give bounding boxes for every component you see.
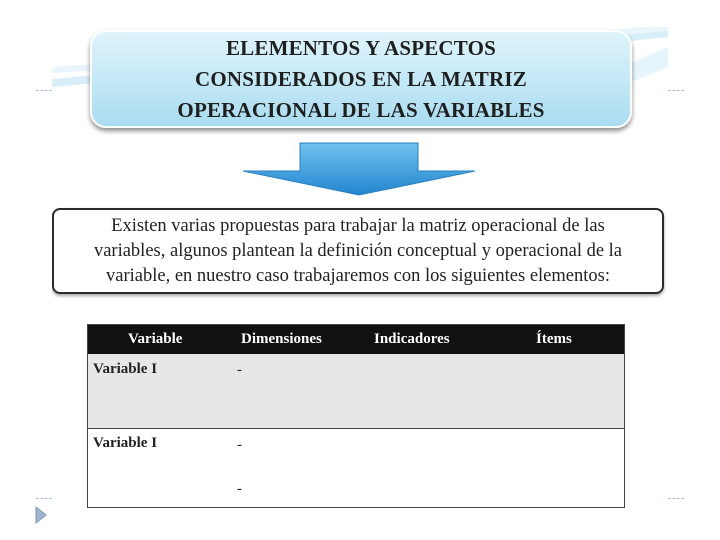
- row-dimension: -: [237, 362, 242, 378]
- title-line-2: CONSIDERADOS EN LA MATRIZ: [195, 66, 527, 91]
- title-box: [90, 30, 632, 128]
- slide: [52, 27, 668, 512]
- guide-line-bottom-right: [668, 498, 684, 499]
- row-variable-name: Variable I: [93, 435, 158, 451]
- guide-line-bottom-left: [36, 498, 52, 499]
- title-line-3: OPERACIONAL DE LAS VARIABLES: [177, 97, 545, 122]
- row-variable-name: Variable I: [93, 361, 158, 377]
- title-line-1: ELEMENTOS Y ASPECTOS: [225, 35, 497, 60]
- row-dimension: -: [237, 437, 242, 453]
- table-row: [88, 429, 624, 507]
- slide-nav-triangle-icon: [35, 506, 47, 524]
- operational-matrix-table: [87, 324, 625, 508]
- guide-line-top-right: [668, 90, 684, 91]
- row-dimension: -: [237, 481, 242, 497]
- title-text: [177, 33, 544, 126]
- description-line-2: variables, algunos plantean la definición conceptual y operacional de la: [93, 240, 623, 261]
- header-variable: Variable: [128, 331, 183, 347]
- down-arrow-icon: [239, 141, 479, 197]
- guide-line-top-left: [36, 90, 52, 91]
- description-line-3: variable, en nuestro caso trabajaremos con los siguientes elementos:: [106, 265, 610, 286]
- description-line-1: Existen varias propuestas para trabajar la matriz operacional de las: [111, 215, 605, 236]
- description-text: [84, 214, 632, 289]
- header-dimensions: Dimensiones: [241, 331, 322, 347]
- table-row: [88, 354, 624, 429]
- description-box: [52, 208, 664, 294]
- table-header: [88, 325, 624, 354]
- header-items: Ítems: [536, 331, 572, 347]
- header-indicators: Indicadores: [374, 331, 450, 347]
